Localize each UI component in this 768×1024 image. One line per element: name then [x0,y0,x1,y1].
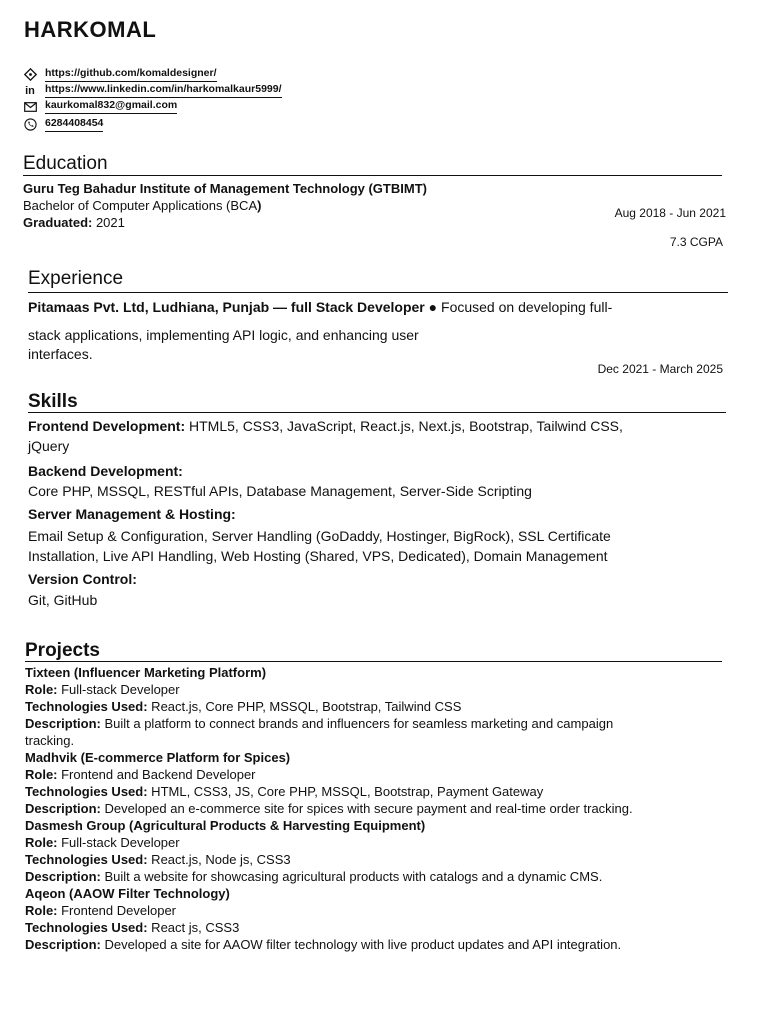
tech-value: React.js, Core PHP, MSSQL, Bootstrap, Tailwind CSS [147,699,462,714]
project-list [25,664,633,953]
vc-label: Version Control: [28,571,137,587]
tech-value: React js, CSS3 [147,920,240,935]
tech-value: HTML, CSS3, JS, Core PHP, MSSQL, Bootstrap, Payment Gateway [147,784,544,799]
project-tech [25,919,633,936]
backend-value: Core PHP, MSSQL, RESTful APIs, Database Management, Server-Side Scripting [28,483,532,499]
graduated-value: 2021 [92,215,125,230]
frontend-label: Frontend Development: [28,418,186,434]
project-name: Aqeon (AAOW Filter Technology) [25,886,230,901]
tech-label: Technologies Used: [25,784,148,799]
tech-label: Technologies Used: [25,699,148,714]
role-label: Role: [25,682,58,697]
github-url[interactable]: https://github.com/komaldesigner/ [45,67,217,82]
experience-line2: stack applications, implementing API logic, and enhancing user [28,327,419,343]
project-name: Madhvik (E-commerce Platform for Spices) [25,750,291,765]
server-label: Server Management & Hosting: [28,506,236,522]
project-role [25,834,633,851]
graduated-label: Graduated: [23,215,93,230]
project-tech [25,783,633,800]
projects-title: Projects [25,640,100,661]
desc-value: Developed a site for AAOW filter technology with live product updates and API integration. [100,937,622,952]
project-desc [25,868,633,885]
desc-label: Description: [25,716,101,731]
degree-text: Bachelor of Computer Applications (BCA [23,198,258,213]
projects-divider [25,661,722,662]
education-degree [23,197,261,214]
education-dates: Aug 2018 - Jun 2021 [614,206,726,220]
project-tech [25,851,633,868]
backend-label: Backend Development: [28,463,183,479]
skills-frontend [28,417,623,436]
desc-value: Built a platform to connect brands and influencers for seamless marketing and campaign [100,716,614,731]
phone-link[interactable] [22,117,103,132]
project-desc [25,936,633,953]
email-link[interactable] [22,99,177,114]
bullet: ● [424,299,442,315]
desc-value: Built a website for showcasing agricultural products with catalogs and a dynamic CMS. [100,869,603,884]
mail-icon [22,100,38,114]
skills-divider [28,412,726,413]
desc-label: Description: [25,869,101,884]
role-value: Frontend and Backend Developer [57,767,256,782]
linkedin-icon: in [25,84,35,97]
linkedin-link[interactable] [22,83,282,98]
role-label: Role: [25,767,58,782]
project-role [25,902,633,919]
experience-dates: Dec 2021 - March 2025 [597,362,723,376]
desc-label: Description: [25,801,101,816]
project-name: Tixteen (Influencer Marketing Platform) [25,665,267,680]
education-title: Education [23,153,108,174]
project-desc [25,715,633,732]
experience-line1: Focused on developing full- [441,299,613,315]
resume-name: HARKOMAL [24,17,157,42]
phone-icon [22,118,38,132]
linkedin-url[interactable]: https://www.linkedin.com/in/harkomalkaur5999/ [45,83,282,98]
github-icon [22,68,38,82]
phone-number[interactable]: 6284408454 [45,117,103,132]
project-role [25,766,633,783]
tech-label: Technologies Used: [25,852,148,867]
experience-divider [28,292,728,293]
project-tech [25,698,633,715]
degree-close: ) [257,198,262,213]
server-value-1: Email Setup & Configuration, Server Handling (GoDaddy, Hostinger, BigRock), SSL Certificate [28,528,611,544]
project-desc [25,800,633,817]
vc-value: Git, GitHub [28,592,98,608]
frontend-value: HTML5, CSS3, JavaScript, React.js, Next.js, Bootstrap, Tailwind CSS, [185,418,623,434]
project-desc-cont: tracking. [25,733,75,748]
desc-label: Description: [25,937,101,952]
experience-role: Pitamaas Pvt. Ltd, Ludhiana, Punjab — full Stack Developer [28,299,425,315]
skills-title: Skills [28,391,78,412]
role-label: Role: [25,903,58,918]
github-link[interactable] [22,67,217,82]
role-label: Role: [25,835,58,850]
role-value: Full-stack Developer [57,835,180,850]
tech-label: Technologies Used: [25,920,148,935]
tech-value: React.js, Node js, CSS3 [147,852,291,867]
role-value: Frontend Developer [57,903,177,918]
server-value-2: Installation, Live API Handling, Web Hosting (Shared, VPS, Dedicated), Domain Management [28,548,608,564]
education-divider [23,175,722,176]
project-name: Dasmesh Group (Agricultural Products & Harvesting Equipment) [25,818,426,833]
experience-title: Experience [28,268,124,289]
education-institute: Guru Teg Bahadur Institute of Management Technology (GTBIMT) [23,181,427,196]
education-cgpa: 7.3 CGPA [669,235,723,249]
education-graduated [23,214,125,231]
experience-heading [28,298,612,317]
desc-value: Developed an e-commerce site for spices with secure payment and real-time order tracking. [100,801,633,816]
skills-frontend-cont: jQuery [28,438,70,454]
role-value: Full-stack Developer [57,682,180,697]
email-address[interactable]: kaurkomal832@gmail.com [45,99,177,114]
experience-line3: interfaces. [28,346,93,362]
project-role [25,681,633,698]
